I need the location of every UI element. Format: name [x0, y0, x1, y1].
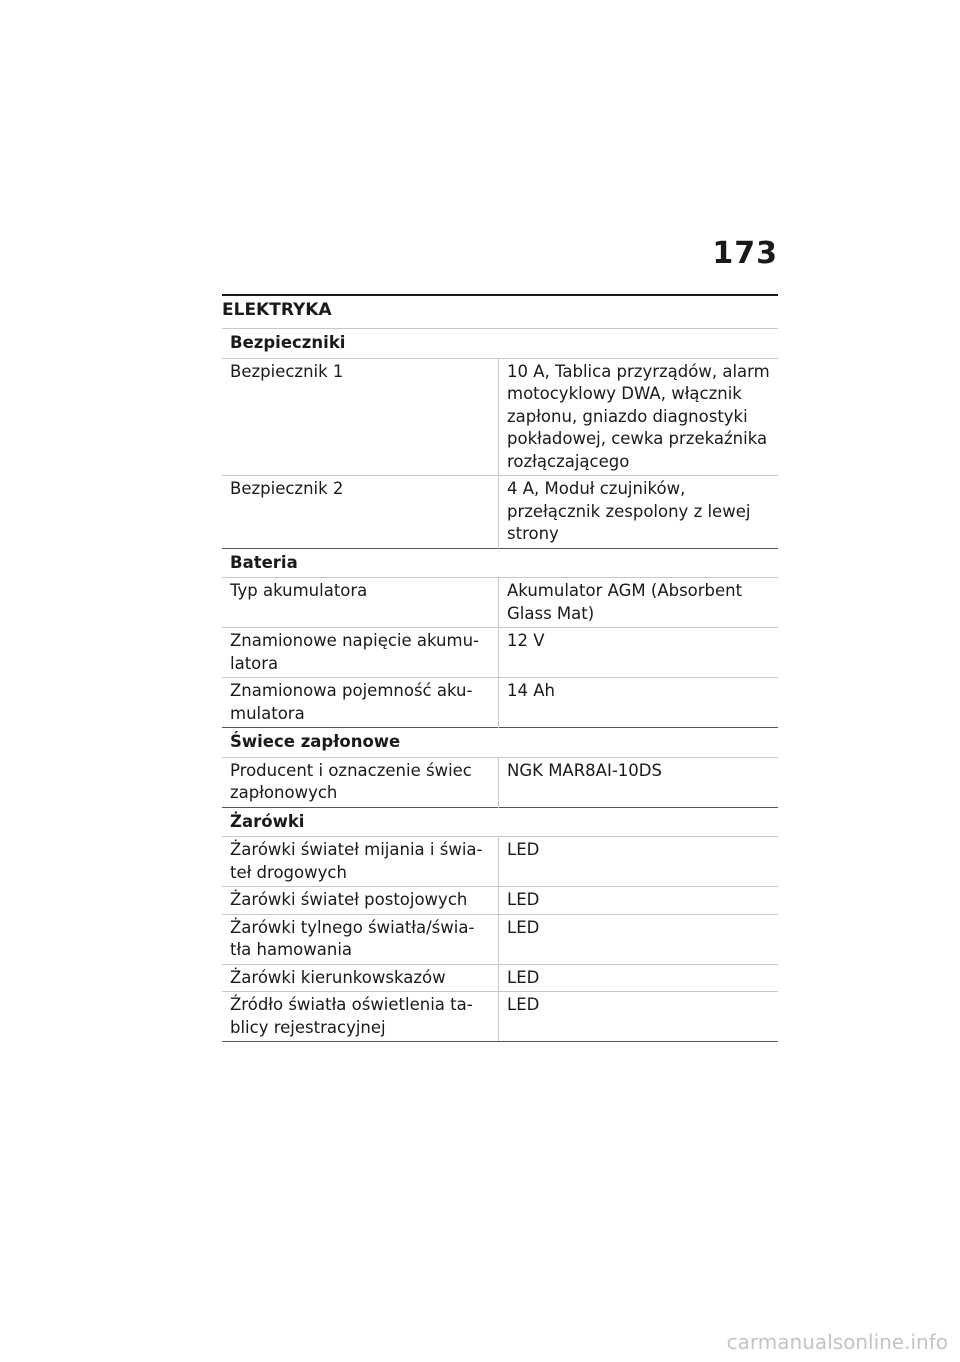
row-label: Źródło światła oświetlenia ta-blicy rejestracyjnej	[222, 992, 499, 1042]
group-title: Żarówki	[222, 807, 778, 837]
group-title: Bezpieczniki	[222, 329, 778, 359]
table-row	[222, 992, 778, 1042]
group-title: Bateria	[222, 548, 778, 578]
row-label: Żarówki świateł mijania i świa-teł drogowych	[222, 837, 499, 887]
section-title: ELEKTRYKA	[222, 294, 778, 320]
row-label: Żarówki kierunkowskazów	[222, 964, 499, 992]
row-value: NGK MAR8AI-10DS	[499, 757, 779, 807]
row-value: Akumulator AGM (Absorbent Glass Mat)	[499, 578, 779, 628]
watermark: carmanualsonline.info	[726, 1330, 948, 1354]
page-number: 173	[712, 236, 778, 271]
row-value: LED	[499, 964, 779, 992]
row-label: Żarówki świateł postojowych	[222, 887, 499, 915]
table-row	[222, 358, 778, 476]
row-value: 14 Ah	[499, 678, 779, 728]
group-header-spark-plugs	[222, 728, 778, 758]
table-row	[222, 476, 778, 549]
table-row	[222, 964, 778, 992]
row-label: Producent i oznaczenie świec zapłonowych	[222, 757, 499, 807]
table-row	[222, 837, 778, 887]
row-value: LED	[499, 887, 779, 915]
table-row	[222, 757, 778, 807]
row-label: Bezpiecznik 1	[222, 358, 499, 476]
table-row	[222, 887, 778, 915]
row-value: LED	[499, 837, 779, 887]
group-header-fuses	[222, 329, 778, 359]
row-label: Bezpiecznik 2	[222, 476, 499, 549]
specs-table	[222, 328, 778, 1042]
table-row	[222, 914, 778, 964]
table-row	[222, 678, 778, 728]
row-value: 4 A, Moduł czujników, przełącznik zespolony z lewej strony	[499, 476, 779, 549]
row-value: 12 V	[499, 628, 779, 678]
row-value: LED	[499, 914, 779, 964]
row-label: Typ akumulatora	[222, 578, 499, 628]
row-value: LED	[499, 992, 779, 1042]
row-label: Znamionowa pojemność aku-mulatora	[222, 678, 499, 728]
table-row	[222, 628, 778, 678]
group-header-bulbs	[222, 807, 778, 837]
group-title: Świece zapłonowe	[222, 728, 778, 758]
group-header-battery	[222, 548, 778, 578]
row-label: Znamionowe napięcie akumu-latora	[222, 628, 499, 678]
table-row	[222, 578, 778, 628]
row-value: 10 A, Tablica przyrządów, alarm motocyklowy DWA, włącznik zapłonu, gniazdo diagnostyki pokładowej, cewka przekaźnika rozłączającego	[499, 358, 779, 476]
row-label: Żarówki tylnego światła/świa-tła hamowania	[222, 914, 499, 964]
